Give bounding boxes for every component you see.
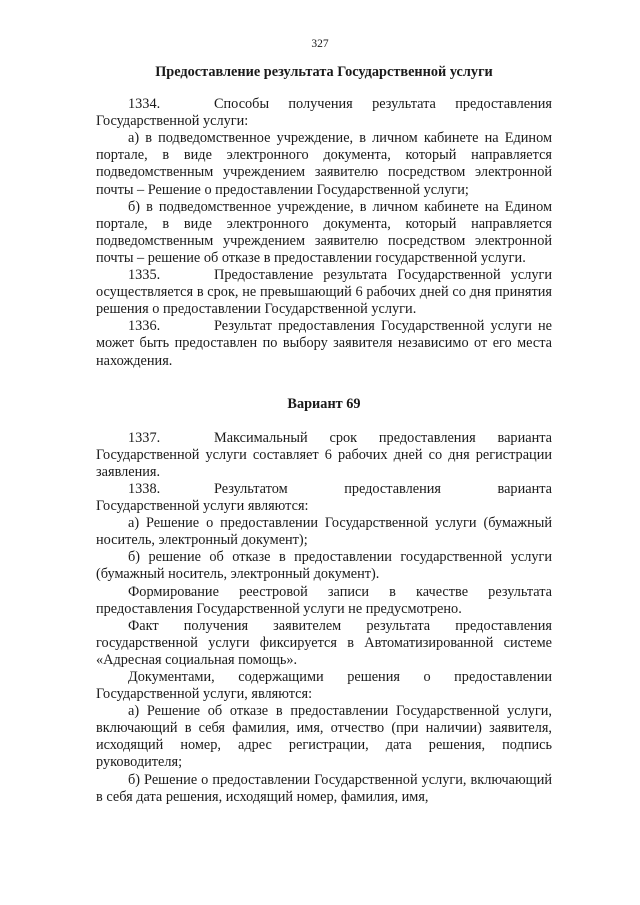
paragraph-decision-documents-b: б) Решение о предоставлении Государственной услуги, включающий в себя дата решения, исходящий номер, фамилия, имя, — [96, 771, 552, 805]
paragraph-text: Максимальный срок предоставления варианта Государственной услуги составляет 6 рабочих дней со дня регистрации заявления. — [96, 429, 552, 480]
paragraph-1338-a: а) Решение о предоставлении Государственной услуги (бумажный носитель, электронный документ); — [96, 515, 552, 549]
page-number: 327 — [311, 38, 329, 50]
paragraph-number: 1336. — [128, 318, 161, 335]
section-heading-variant: Вариант 69 — [287, 395, 361, 412]
paragraph-1337 — [96, 430, 552, 481]
paragraph-decision-documents-a: а) Решение об отказе в предоставлении Государственной услуги, включающий в себя фамилия, имя, отчество (при наличии) заявителя, исходящий номер, адрес регистрации, дата решения, подпись руководителя; — [96, 703, 552, 771]
section-heading-result: Предоставление результата Государственной услуги — [155, 64, 493, 80]
paragraph-1335 — [96, 267, 552, 318]
document-body — [96, 64, 552, 806]
paragraph-1338 — [96, 481, 552, 515]
paragraph-text: Способы получения результата предоставления Государственной услуги: — [96, 96, 552, 130]
paragraph-number: 1338. — [128, 480, 161, 497]
paragraph-text: Результат предоставления Государственной услуги не может быть предоставлен по выбору заявителя независимо от его места нахождения. — [96, 318, 552, 369]
paragraph-number: 1335. — [128, 267, 161, 284]
paragraph-1334-a: а) в подведомственное учреждение, в личном кабинете на Едином портале, в виде электронного документа, который направляется подведомственным учреждением заявителю посредством электронной почты – Решение о предоставлении Государственной услуги; — [96, 130, 552, 198]
paragraph-1334 — [96, 96, 552, 130]
paragraph-number: 1337. — [128, 429, 161, 446]
paragraph-number: 1334. — [128, 96, 161, 113]
paragraph-1336 — [96, 318, 552, 369]
paragraph-text: Предоставление результата Государственной услуги осуществляется в срок, не превышающий 6 рабочих дней со дня принятия решения о предоставлении Государственной услуги. — [96, 267, 552, 318]
paragraph-receipt-fact: Факт получения заявителем результата предоставления государственной услуги фиксируется в Автоматизированной системе «Адресная социальная помощь». — [96, 617, 552, 668]
paragraph-text: Результатом предоставления варианта Государственной услуги являются: — [96, 480, 552, 515]
paragraph-1338-b: б) решение об отказе в предоставлении государственной услуги (бумажный носитель, электронный документ). — [96, 549, 552, 583]
paragraph-1334-b: б) в подведомственное учреждение, в личном кабинете на Едином портале, в виде электронного документа, который направляется подведомственным учреждением заявителю посредством электронной почты – решение об отказе в предоставлении государственной услуги. — [96, 198, 552, 266]
paragraph-decision-documents: Документами, содержащими решения о предоставлении Государственной услуги, являются: — [96, 669, 552, 703]
paragraph-registry-record: Формирование реестровой записи в качестве результата предоставления Государственной услуги не предусмотрено. — [96, 583, 552, 617]
